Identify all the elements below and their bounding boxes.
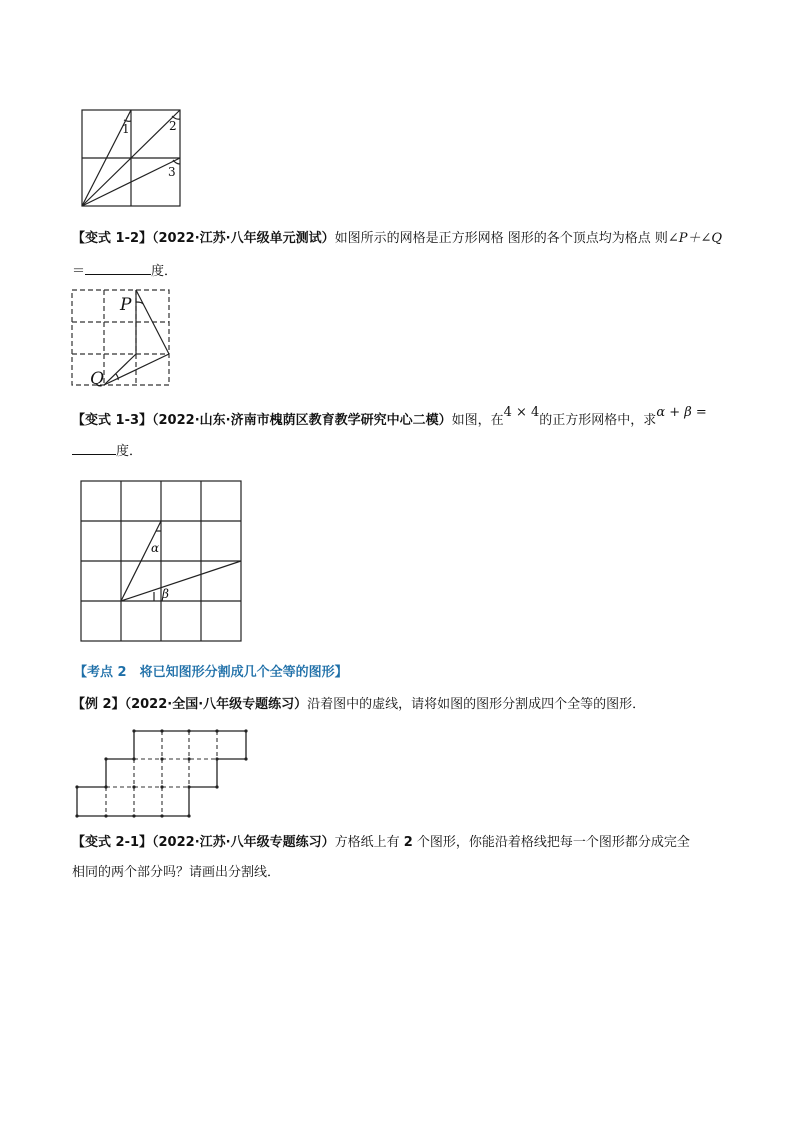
v12-answer-blank[interactable] (85, 262, 151, 275)
v13-answer-blank[interactable] (72, 442, 116, 455)
label-1: 1 (122, 122, 130, 136)
segment-q-1 (104, 354, 136, 385)
label-p: P (120, 295, 132, 315)
v12-text: 如图所示的网格是正方形网格 图形的各个顶点均为格点 则 (334, 231, 668, 246)
v13-expr: α + β = (656, 405, 707, 420)
v13-text-mid: 的正方形网格中，求 (539, 413, 657, 428)
v21-tag: 【变式 2-1】 (72, 835, 153, 850)
angle-arc-3 (173, 160, 180, 164)
kaodian2-title: 【考点 2 将已知图形分割成几个全等的图形】 (74, 665, 348, 680)
v12-expr: ∠P＋∠Q (667, 231, 723, 246)
figure-staircase-shape (74, 728, 250, 820)
label-q: Q (90, 369, 104, 388)
figure-angles-1-2-3 (80, 108, 184, 210)
label-3: 3 (168, 165, 176, 179)
v12-unit: 度． (151, 264, 178, 279)
v21-source: （2022·江苏·八年级专题练习） (152, 835, 335, 850)
v13-source: （2022·山东·济南市槐荫区教育教学研究中心二模） (152, 413, 452, 428)
v12-source: （2022·江苏·八年级单元测试） (152, 231, 335, 246)
v13-text-before: 如图，在 (451, 413, 504, 428)
v13-grid-expr: 4 × 4 (503, 405, 540, 420)
v21-text1b: 个图形，你能沿着格线把每一个图形都分成完全 (412, 835, 690, 850)
v12-tag: 【变式 1-2】 (72, 231, 153, 246)
v21-count: 2 (403, 835, 413, 850)
label-2: 2 (169, 119, 177, 133)
ex2-text: 沿着图中的虚线，请将如图的图形分割成四个全等的图形． (307, 697, 646, 712)
v12-line2 (72, 262, 177, 281)
v12-equals: ＝ (72, 264, 86, 279)
v13-line1 (72, 405, 707, 430)
v21-line2: 相同的两个部分吗？请画出分割线． (72, 865, 281, 880)
figure-alpha-beta-grid (80, 480, 244, 644)
v13-tag: 【变式 1-3】 (72, 413, 153, 428)
v12-line1 (72, 230, 722, 248)
shape-inner-dashes (77, 731, 217, 816)
v13-line2 (72, 442, 142, 461)
ex2-source: （2022·全国·八年级专题练习） (124, 697, 308, 712)
v21-text1: 方格纸上有 (334, 835, 404, 850)
label-beta: β (162, 587, 169, 601)
segment-beta (121, 561, 241, 601)
v13-unit: 度． (116, 444, 143, 459)
v21-line1 (72, 834, 690, 852)
ex2-line (72, 696, 645, 714)
figure-pq-grid (70, 288, 172, 388)
label-alpha: α (151, 541, 160, 555)
ex2-tag: 【例 2】 (72, 697, 125, 712)
